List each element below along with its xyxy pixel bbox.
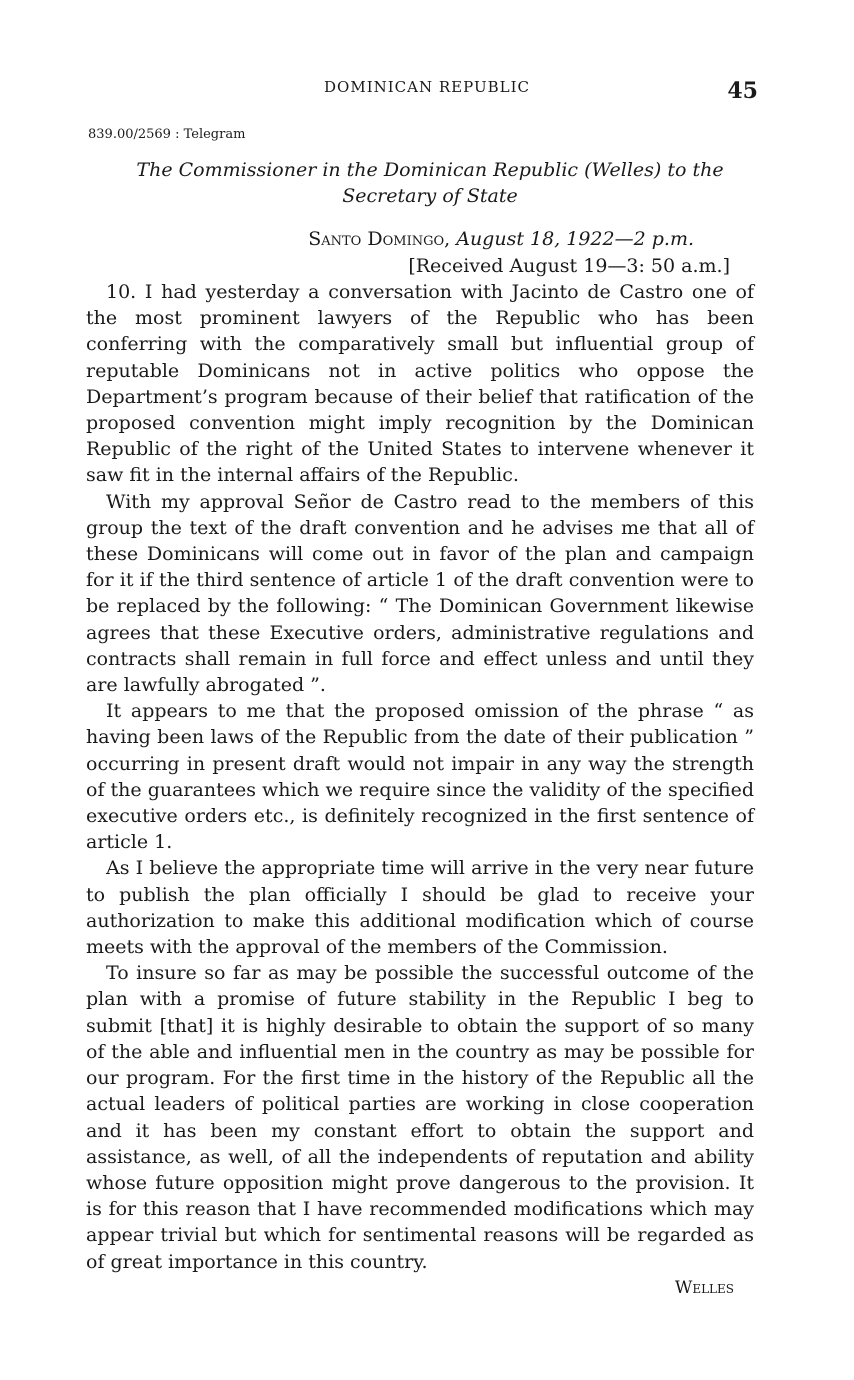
paragraph: With my approval Señor de Castro read to the members of this group the text of the draft convention and he advises me that all of these Dominicans will come out in favor of the plan and campaign for it if the third sentence of article 1 of the draft convention were to be replaced by the following: “ The Dominican Government likewise agrees that these Executive orders, administrative regulations and contracts shall remain in full force and effect unless and until they are lawfully abrogated ”. [86, 490, 754, 697]
running-head: DOMINICAN REPUBLIC [324, 78, 530, 96]
received-note: [Received August 19—3: 50 a.m.] [408, 255, 730, 277]
paragraph: To insure so far as may be possible the successful outcome of the plan with a promise of future stability in the Republic I beg to submit [that] it is highly desirable to obtain the support of so many of the able and influential men in the country as may be possible for our program. For the first time in the history of the Republic all the actual leaders of political parties are working in close cooperation and it has been my constant effort to obtain the support and assistance, as well, of all the independents of reputation and ability whose future opposition might prove dangerous to the provision. It is for this reason that I have recommended modifications which may appear trivial but which for sentimental reasons will be regarded as of great importance in this country. [86, 962, 754, 1273]
heading-line-2: Secretary of State [342, 185, 518, 207]
heading-line-1: The Commissioner in the Dominican Republic (Welles) to the [136, 159, 724, 181]
page-number: 45 [727, 78, 758, 104]
paragraph: As I believe the appropriate time will arrive in the very near future to publish the plan officially I should be glad to receive your authorization to make this additional modification which of course meets with the approval of the members of the Commission. [86, 857, 754, 959]
dateline [308, 228, 694, 250]
signature: Welles [674, 1278, 734, 1298]
document-heading [100, 157, 760, 209]
document-reference: 839.00/2569 : Telegram [88, 127, 246, 142]
dateline-place: Santo Domingo, [308, 228, 451, 250]
telegram-body [86, 279, 754, 1275]
paragraph: 10. I had yesterday a conversation with Jacinto de Castro one of the most prominent lawyers of the Republic who has been conferring with the comparatively small but influential group of reputable Dominicans not in active politics who oppose the Department’s program because of their belief that ratification of the proposed convention might imply recognition by the Dominican Republic of the right of the United States to intervene whenever it saw fit in the internal affairs of the Republic. [86, 281, 754, 487]
paragraph: It appears to me that the proposed omission of the phrase “ as having been laws of the Republic from the date of their publication ” occurring in present draft would not impair in any way the strength of the guarantees which we require since the validity of the specified executive orders etc., is definitely recognized in the first sentence of article 1. [86, 700, 754, 854]
dateline-date: August 18, 1922—2 p.m. [456, 228, 694, 250]
